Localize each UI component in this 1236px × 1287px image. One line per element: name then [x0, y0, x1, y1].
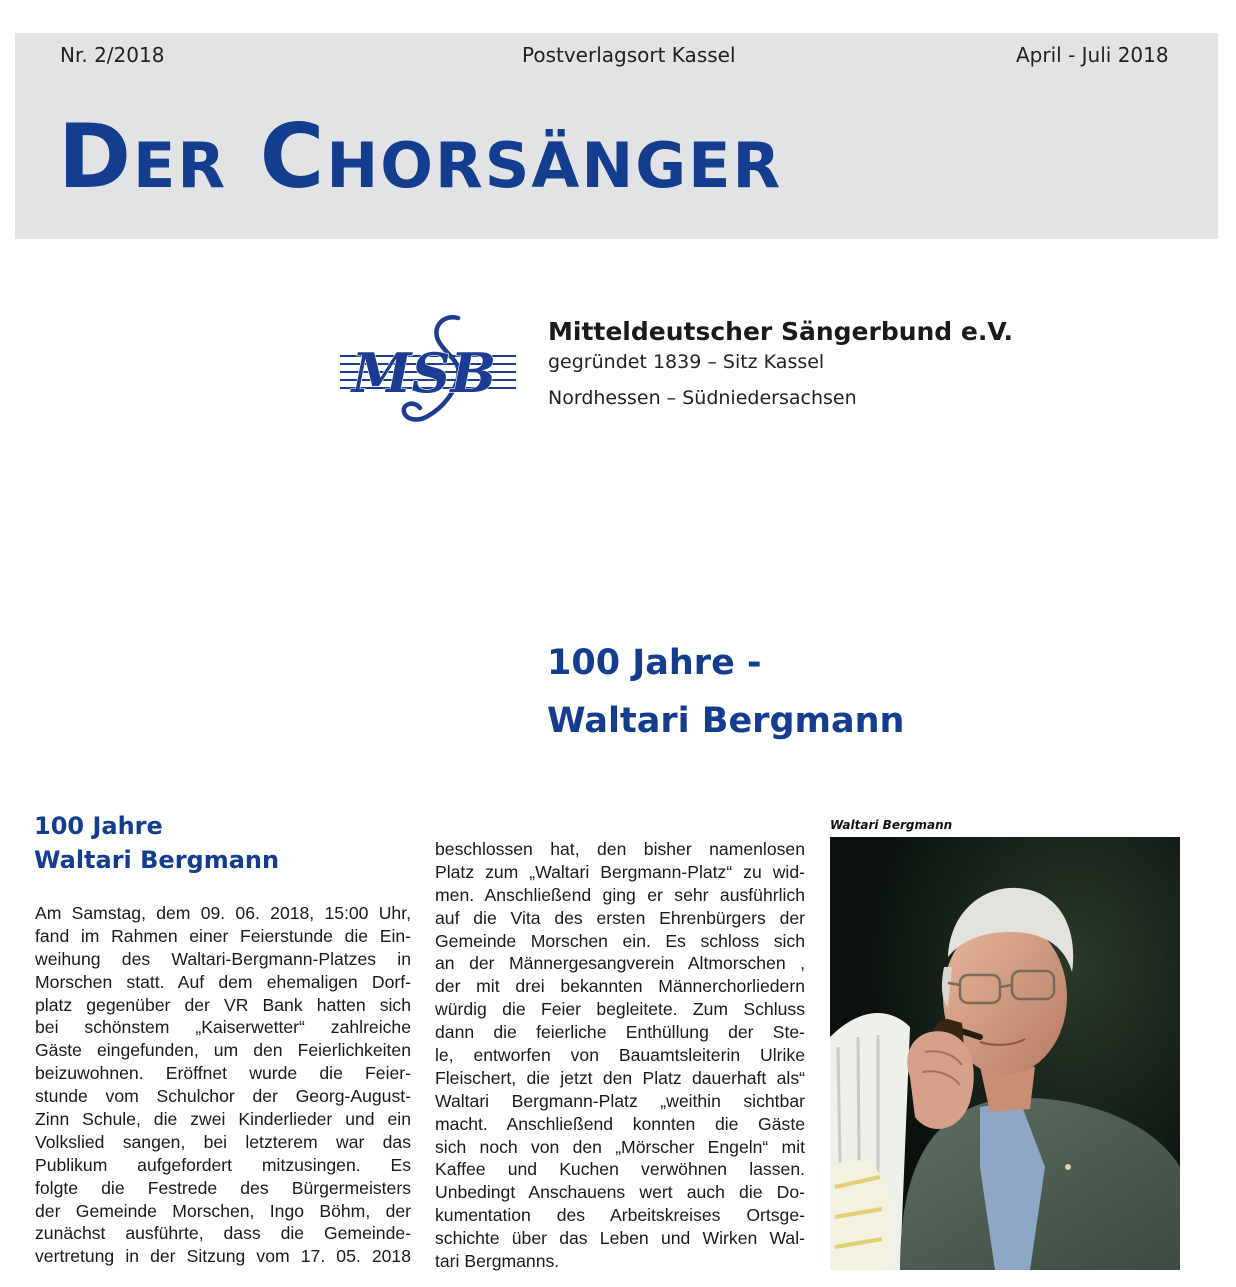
text-line: platz gegenüber der VR Bank hatten sich	[35, 994, 411, 1015]
text-line: Fleischert, die jetzt den Platz dauerhaft als“	[435, 1067, 805, 1088]
text-line: Publikum aufgefordert mitzusingen. Es	[35, 1154, 411, 1175]
text-line: dann die feierliche Enthüllung der Ste-	[435, 1022, 805, 1043]
text-line: macht. Anschließend konnten die Gäste	[435, 1113, 805, 1134]
text-line: sich noch von den „Mörscher Engeln“ mit	[435, 1136, 805, 1157]
newspaper-title: Der Chorsänger	[58, 104, 783, 208]
portrait-photo	[830, 837, 1180, 1270]
text-line: kumentation des Arbeitskreises Ortsge-	[435, 1205, 805, 1226]
text-line: Morschen statt. Auf dem ehemaligen Dorf-	[35, 971, 411, 992]
text-line: stunde vom Schulchor der Georg-August-	[35, 1086, 411, 1107]
text-line: bei schönstem „Kaiserwetter“ zahlreiche	[35, 1017, 411, 1038]
photo-caption: Waltari Bergmann	[830, 818, 953, 832]
text-line: le, entworfen von Bauamtsleiterin Ulrike	[435, 1045, 805, 1066]
text-line: fand im Rahmen einer Feierstunde die Ein-	[35, 925, 411, 946]
organization-founded: gegründet 1839 – Sitz Kassel	[548, 351, 825, 373]
msb-logo	[338, 312, 520, 428]
text-line: Gäste eingefunden, um den Feierlichkeiten	[35, 1040, 411, 1061]
text-line: Gemeinde Morschen ein. Es schloss sich	[435, 930, 805, 951]
headline-line-2: Waltari Bergmann	[547, 701, 905, 741]
headline-line-1: 100 Jahre -	[547, 643, 762, 683]
publication-place: Postverlagsort Kassel	[522, 43, 736, 67]
text-line: der Gemeinde Morschen, Ingo Böhm, der	[35, 1200, 411, 1221]
text-line: Unbedingt Anschauens wert auch die Do-	[435, 1182, 805, 1203]
text-line: an der Männergesangverein Altmorschen ,	[435, 953, 805, 974]
text-line: Waltari Bergmann-Platz „weithin sichtbar	[435, 1090, 805, 1111]
article-column-2	[435, 838, 805, 1273]
issue-date: April - Juli 2018	[1016, 43, 1169, 67]
issue-number: Nr. 2/2018	[60, 43, 165, 67]
text-line: schichte über das Leben und Wirken Wal-	[435, 1228, 805, 1249]
text-line: men. Anschließend ging er sehr ausführlich	[435, 884, 805, 905]
text-line: Am Samstag, dem 09. 06. 2018, 15:00 Uhr,	[35, 903, 411, 923]
text-line: folgte die Festrede des Bürgermeisters	[35, 1177, 411, 1198]
text-line: Zinn Schule, die zwei Kinderlieder und ein	[35, 1109, 411, 1130]
text-line: würdig die Feier begleitete. Zum Schluss	[435, 999, 805, 1020]
organization-name: Mitteldeutscher Sängerbund e.V.	[548, 317, 1013, 346]
organization-region: Nordhessen – Südniedersachsen	[548, 387, 857, 409]
logo-letters: MSB	[351, 341, 497, 405]
text-line: Volkslied sangen, bei letzterem war das	[35, 1131, 411, 1152]
text-line: der mit drei bekannten Männerchorliedern	[435, 976, 805, 997]
text-line: zunächst ausführte, dass die Gemeinde-	[35, 1223, 411, 1244]
text-line: auf die Vita des ersten Ehrenbürgers der	[435, 907, 805, 928]
text-line: beschlossen hat, den bisher namenlosen	[435, 839, 805, 859]
text-line: tari Bergmanns.	[435, 1251, 560, 1272]
text-line: vertretung in der Sitzung vom 17. 05. 2018	[35, 1246, 411, 1267]
text-line: beizuwohnen. Eröffnet wurde die Feier-	[35, 1063, 411, 1084]
text-line: Platz zum „Waltari Bergmann-Platz“ zu wid-	[435, 861, 805, 882]
article-heading-line-1: 100 Jahre	[34, 812, 163, 840]
text-line: weihung des Waltari-Bergmann-Platzes in	[35, 948, 411, 969]
text-line: Kaffee und Kuchen verwöhnen lassen.	[435, 1159, 805, 1180]
article-column-1	[35, 902, 411, 1268]
article-heading-line-2: Waltari Bergmann	[34, 846, 280, 874]
